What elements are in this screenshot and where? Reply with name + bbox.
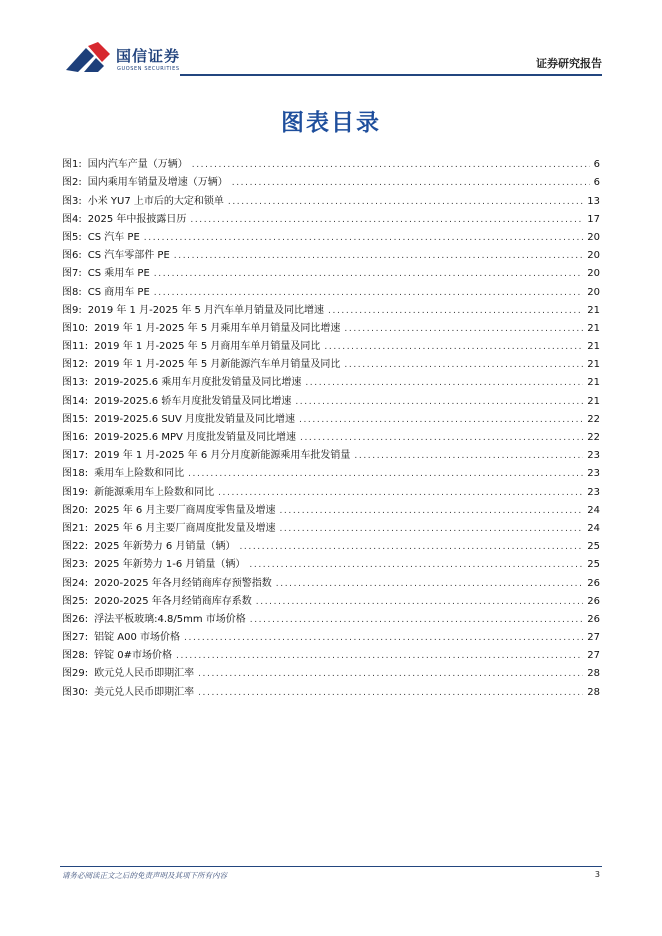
- toc-entry-page: 27: [587, 632, 600, 644]
- toc-entry-page: 26: [587, 577, 600, 589]
- toc-entry-page: 22: [587, 413, 600, 425]
- toc-entry-title: 2025 年新势力 1-6 月销量（辆）: [94, 559, 246, 571]
- toc-entry-number: 图26:: [62, 613, 89, 625]
- toc-entry[interactable]: [62, 590, 600, 608]
- toc-entry-title: 锌锭 0#市场价格: [94, 650, 173, 662]
- toc-entry-title: 铝锭 A00 市场价格: [94, 632, 181, 644]
- toc-leader-dots: [190, 214, 583, 226]
- toc-entry-title: 2019 年 1 月-2025 年 5 月商用车单月销量及同比: [94, 341, 321, 353]
- toc-entry[interactable]: [62, 280, 600, 298]
- toc-entry-page: 13: [587, 195, 600, 207]
- toc-leader-dots: [228, 196, 583, 208]
- toc-leader-dots: [154, 287, 583, 299]
- toc-entry[interactable]: [62, 535, 600, 553]
- toc-entry-title: 2020-2025 年各月经销商库存预警指数: [94, 577, 272, 589]
- toc-entry-number: 图23:: [62, 559, 89, 571]
- toc-entry-title: 2019-2025.6 MPV 月度批发销量及同比增速: [94, 432, 296, 443]
- toc-entry-page: 26: [587, 595, 600, 607]
- toc-entry[interactable]: [62, 444, 600, 462]
- toc-leader-dots: [176, 650, 583, 662]
- toc-entry-title: 2019 年 1 月-2025 年 5 月汽车单月销量及同比增速: [87, 304, 325, 316]
- toc-entry-title: CS 乘用车 PE: [87, 268, 150, 280]
- toc-entry-title: 美元兑人民币即期汇率: [94, 686, 195, 698]
- toc-entry-title: CS 汽车零部件 PE: [87, 250, 170, 262]
- toc-entry[interactable]: [62, 644, 600, 662]
- toc-entry-title: 浮法平板玻璃:4.8/5mm 市场价格: [94, 613, 246, 625]
- toc-entry-number: 图12:: [62, 359, 89, 371]
- toc-entry[interactable]: [62, 408, 600, 426]
- footer-divider: [60, 866, 602, 867]
- toc-leader-dots: [279, 523, 583, 535]
- toc-entry-title: 乘用车上险数和同比: [94, 468, 185, 480]
- toc-entry-title: 2025 年 6 月主要厂商周度零售量及增速: [94, 504, 276, 516]
- toc-entry-title: 国内乘用车销量及增速（万辆）: [87, 177, 228, 189]
- toc-entry-number: 图13:: [62, 377, 89, 389]
- toc-entry-page: 22: [587, 432, 600, 443]
- toc-entry-page: 21: [587, 395, 600, 407]
- toc-entry-page: 23: [587, 450, 600, 462]
- toc-leader-dots: [232, 177, 590, 189]
- toc-entry-number: 图14:: [62, 395, 89, 407]
- header-divider: [180, 74, 602, 76]
- toc-entry[interactable]: [62, 262, 600, 280]
- toc-leader-dots: [305, 377, 583, 389]
- logo-chinese-name: 国信证券: [116, 47, 181, 65]
- toc-entry[interactable]: [62, 244, 600, 262]
- toc-entry[interactable]: [62, 353, 600, 371]
- toc-entry-number: 图27:: [62, 632, 89, 644]
- toc-leader-dots: [256, 596, 583, 608]
- toc-leader-dots: [279, 505, 583, 517]
- toc-entry-page: 20: [587, 286, 600, 298]
- toc-entry[interactable]: [62, 189, 600, 207]
- toc-entry-number: 图7:: [62, 268, 82, 280]
- toc-entry-page: 6: [593, 159, 600, 171]
- toc-entry-title: 国内汽车产量（万辆）: [87, 159, 188, 171]
- toc-entry-page: 28: [587, 686, 600, 698]
- toc-entry-number: 图18:: [62, 468, 89, 480]
- toc-entry-page: 24: [587, 504, 600, 516]
- toc-entry[interactable]: [62, 389, 600, 407]
- toc-entry-title: 2025 年新势力 6 月销量（辆）: [94, 541, 236, 553]
- toc-entry-page: 27: [587, 650, 600, 662]
- toc-leader-dots: [328, 305, 583, 317]
- page-title: 图表目录: [281, 110, 381, 136]
- toc-entry[interactable]: [62, 299, 600, 317]
- toc-entry-number: 图21:: [62, 522, 89, 534]
- toc-entry-page: 17: [587, 213, 600, 225]
- toc-leader-dots: [300, 432, 583, 444]
- toc-entry-number: 图1:: [62, 159, 82, 171]
- toc-entry[interactable]: [62, 480, 600, 498]
- toc-leader-dots: [218, 487, 583, 499]
- toc-entry[interactable]: [62, 171, 600, 189]
- toc-entry-title: 2025 年中报披露日历: [87, 213, 187, 225]
- toc-entry[interactable]: [62, 517, 600, 535]
- toc-entry-page: 25: [587, 559, 600, 571]
- toc-entry-page: 23: [587, 468, 600, 480]
- toc-entry-title: 小米 YU7 上市后的大定和锁单: [87, 195, 224, 207]
- toc-leader-dots: [344, 323, 583, 335]
- toc-entry[interactable]: [62, 335, 600, 353]
- toc-entry-title: 2020-2025 年各月经销商库存系数: [94, 595, 252, 607]
- toc-entry-page: 20: [587, 231, 600, 243]
- toc-leader-dots: [154, 268, 583, 280]
- toc-entry[interactable]: [62, 553, 600, 571]
- toc-entry-page: 20: [587, 268, 600, 280]
- toc-entry-title: 2019 年 1 月-2025 年 5 月新能源汽车单月销量及同比: [94, 359, 341, 371]
- guosen-logo-icon: [64, 42, 114, 76]
- toc-entry-title: 2019-2025.6 SUV 月度批发销量及同比增速: [94, 413, 296, 425]
- figure-index-list: [62, 153, 600, 699]
- toc-entry-number: 图19:: [62, 486, 89, 498]
- toc-entry[interactable]: [62, 371, 600, 389]
- toc-entry-page: 24: [587, 522, 600, 534]
- toc-entry-number: 图29:: [62, 668, 89, 680]
- toc-entry-number: 图8:: [62, 286, 82, 298]
- toc-leader-dots: [239, 541, 583, 553]
- toc-entry-page: 28: [587, 668, 600, 680]
- toc-entry-number: 图22:: [62, 541, 89, 553]
- logo-english-name: GUOSEN SECURITIES: [117, 66, 180, 72]
- toc-entry[interactable]: [62, 571, 600, 589]
- toc-entry-number: 图10:: [62, 322, 89, 334]
- toc-leader-dots: [324, 341, 583, 353]
- toc-entry-number: 图15:: [62, 413, 89, 425]
- toc-leader-dots: [188, 468, 583, 480]
- toc-entry-page: 21: [587, 377, 600, 389]
- toc-entry-title: 欧元兑人民币即期汇率: [94, 668, 195, 680]
- toc-entry[interactable]: [62, 608, 600, 626]
- toc-entry-title: 2019-2025.6 乘用车月度批发销量及同比增速: [94, 377, 302, 389]
- disclaimer-note: 请务必阅读正文之后的免责声明及其项下所有内容: [62, 871, 227, 880]
- page-header: [60, 40, 602, 76]
- toc-entry-number: 图3:: [62, 195, 82, 207]
- toc-entry-number: 图24:: [62, 577, 89, 589]
- toc-entry-number: 图2:: [62, 177, 82, 189]
- toc-entry-number: 图28:: [62, 650, 89, 662]
- toc-entry[interactable]: [62, 426, 600, 444]
- toc-entry[interactable]: [62, 626, 600, 644]
- toc-entry-number: 图5:: [62, 231, 82, 243]
- page-number: 3: [594, 870, 600, 879]
- toc-entry[interactable]: [62, 680, 600, 698]
- toc-entry-title: CS 汽车 PE: [87, 231, 140, 243]
- toc-entry[interactable]: [62, 662, 600, 680]
- toc-entry[interactable]: [62, 462, 600, 480]
- toc-entry-number: 图17:: [62, 450, 89, 462]
- toc-entry-title: 2019 年 1 月-2025 年 5 月乘用车单月销量及同比增速: [94, 322, 341, 334]
- toc-leader-dots: [198, 687, 583, 699]
- toc-entry-title: 新能源乘用车上险数和同比: [94, 486, 215, 498]
- guosen-logo: [64, 42, 204, 76]
- toc-entry[interactable]: [62, 153, 600, 171]
- toc-entry[interactable]: [62, 317, 600, 335]
- toc-entry-number: 图16:: [62, 432, 89, 443]
- report-type-label: 证券研究报告: [536, 57, 602, 70]
- toc-entry-number: 图6:: [62, 250, 82, 262]
- toc-entry-number: 图11:: [62, 341, 89, 353]
- toc-leader-dots: [249, 559, 583, 571]
- toc-entry-page: 21: [587, 304, 600, 316]
- toc-entry[interactable]: [62, 226, 600, 244]
- toc-leader-dots: [174, 250, 583, 262]
- toc-leader-dots: [276, 578, 583, 590]
- toc-leader-dots: [192, 159, 590, 171]
- toc-entry-page: 20: [587, 250, 600, 262]
- toc-entry-title: 2025 年 6 月主要厂商周度批发量及增速: [94, 522, 276, 534]
- toc-entry-page: 6: [593, 177, 600, 189]
- toc-entry-number: 图20:: [62, 504, 89, 516]
- toc-entry-page: 26: [587, 613, 600, 625]
- toc-entry-title: 2019-2025.6 轿车月度批发销量及同比增速: [94, 395, 292, 407]
- toc-leader-dots: [299, 414, 583, 426]
- toc-leader-dots: [144, 232, 583, 244]
- toc-entry-page: 21: [587, 359, 600, 371]
- toc-entry-title: CS 商用车 PE: [87, 286, 150, 298]
- toc-leader-dots: [250, 614, 584, 626]
- toc-entry[interactable]: [62, 208, 600, 226]
- toc-entry-number: 图30:: [62, 686, 89, 698]
- toc-leader-dots: [295, 396, 583, 408]
- toc-entry-title: 2019 年 1 月-2025 年 6 月分月度新能源乘用车批发销量: [94, 450, 351, 462]
- toc-entry[interactable]: [62, 499, 600, 517]
- toc-leader-dots: [184, 632, 583, 644]
- toc-entry-number: 图9:: [62, 304, 82, 316]
- toc-leader-dots: [354, 450, 583, 462]
- toc-entry-page: 21: [587, 341, 600, 353]
- toc-leader-dots: [344, 359, 583, 371]
- toc-entry-page: 25: [587, 541, 600, 553]
- toc-entry-number: 图25:: [62, 595, 89, 607]
- toc-entry-page: 21: [587, 322, 600, 334]
- toc-entry-number: 图4:: [62, 213, 82, 225]
- toc-leader-dots: [198, 668, 583, 680]
- toc-entry-page: 23: [587, 486, 600, 498]
